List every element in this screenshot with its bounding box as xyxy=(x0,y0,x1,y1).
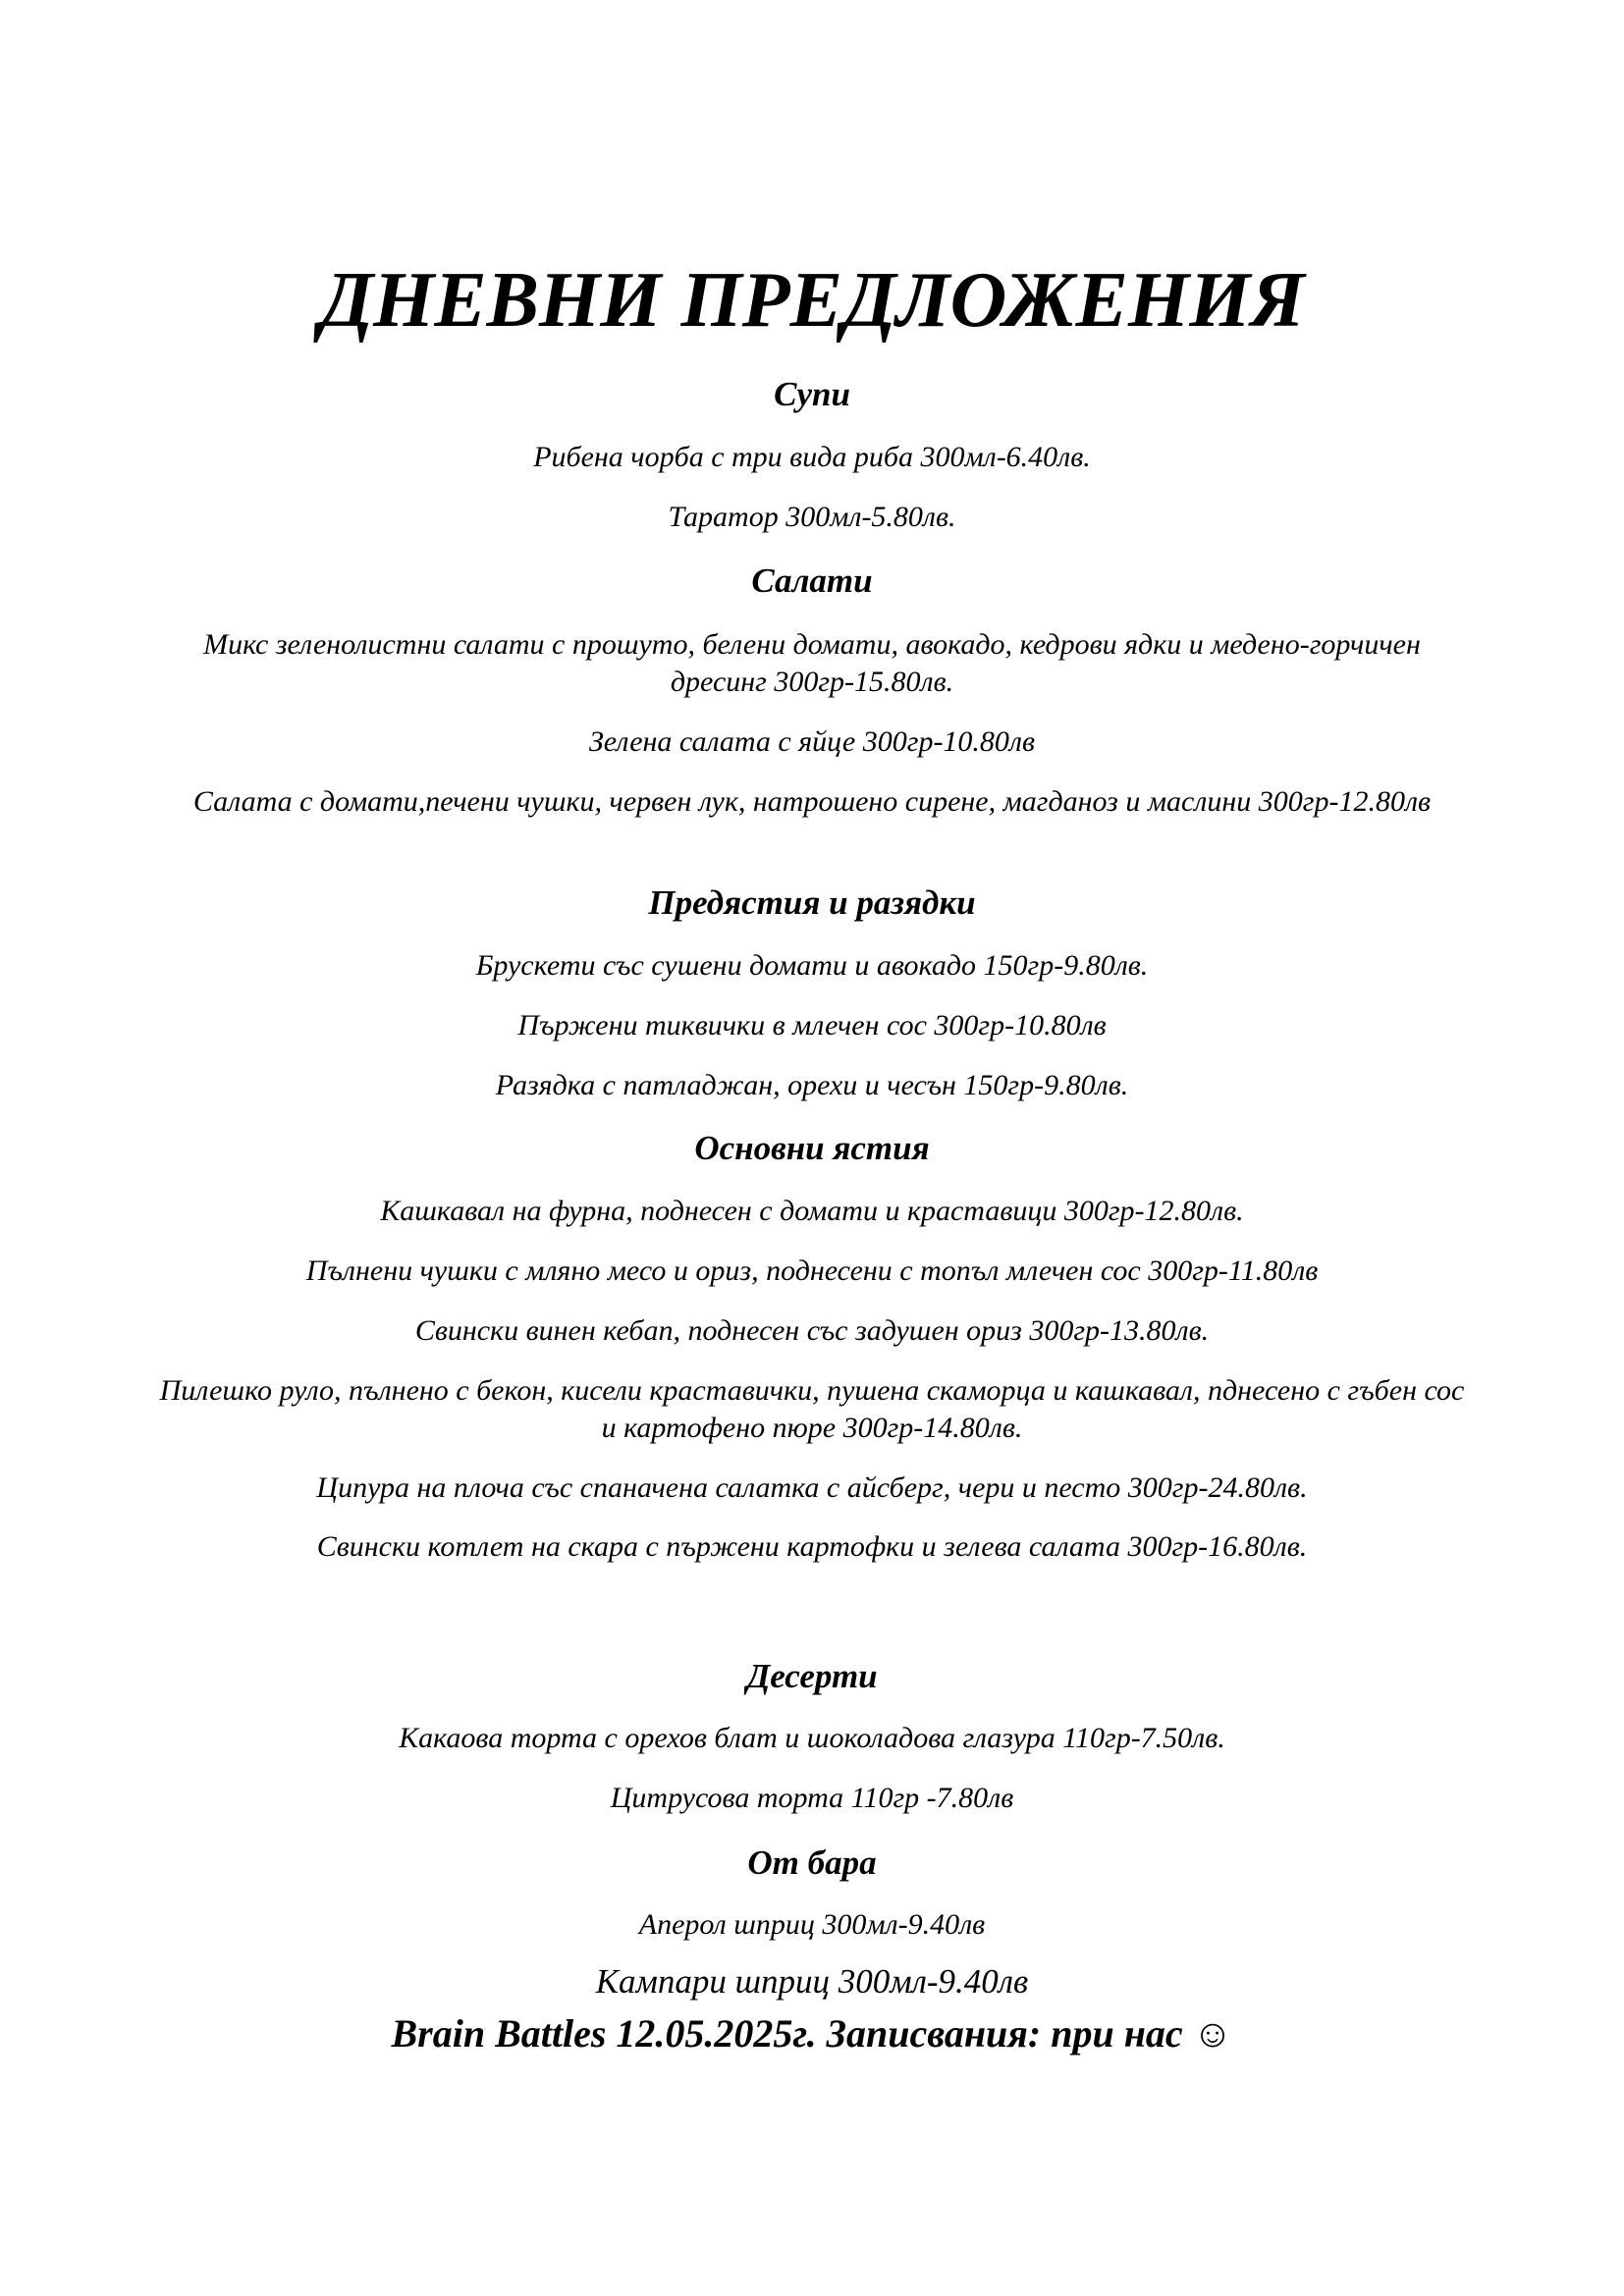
menu-item: Пържени тиквички в млечен сос 300гр-10.80лв xyxy=(517,1009,1107,1041)
section-heading-main-courses: Основни ястия xyxy=(694,1129,930,1167)
menu-item: Свински котлет на скара с пържени картофки и зелева салата 300гр-16.80лв. xyxy=(316,1530,1308,1563)
menu-item: Пълнени чушки с мляно месо и ориз, поднесени с топъл млечен сос 300гр-11.80лв xyxy=(305,1255,1319,1287)
section-heading-soups: Супи xyxy=(774,375,850,413)
menu-item: Цитрусова торта 110гр -7.80лв xyxy=(610,1782,1014,1814)
menu-item: Пилешко руло, пълнено с бекон, кисели краставички, пушена скаморца и кашкавал, пднесено с гъбен сос и картофено пюре 300гр-14.80лв. xyxy=(159,1374,1465,1444)
event-announcement: Brain Battles 12.05.2025г. Записвания: при нас ☺ xyxy=(391,2011,1233,2056)
menu-item: Свински винен кебап, поднесен със задушен ориз 300гр-13.80лв. xyxy=(414,1314,1210,1347)
section-heading-desserts: Десерти xyxy=(746,1657,878,1695)
menu-item: Брускети със сушени домати и авокадо 150гр-9.80лв. xyxy=(475,949,1149,982)
menu-item: Рибена чорба с три вида риба 300мл-6.40лв. xyxy=(533,441,1091,473)
menu-item: Разядка с патладжан, орехи и чесън 150гр-9.80лв. xyxy=(495,1069,1129,1101)
menu-item: Кампари шприц 300мл-9.40лв xyxy=(595,1962,1029,2001)
section-heading-bar: От бара xyxy=(747,1843,877,1882)
menu-item: Таратор 300мл-5.80лв. xyxy=(668,501,956,533)
section-heading-salads: Салати xyxy=(751,561,873,600)
menu-item: Кашкавал на фурна, поднесен с домати и краставици 300гр-12.80лв. xyxy=(380,1195,1244,1227)
menu-item: Какаова торта с орехов блат и шоколадова глазура 110гр-7.50лв. xyxy=(399,1722,1225,1754)
menu-item: Ципура на плоча със спаначена салатка с айсберг, чери и песто 300гр-24.80лв. xyxy=(316,1471,1308,1504)
section-heading-starters: Предястия и разядки xyxy=(648,883,976,922)
menu-item: Аперол шприц 300мл-9.40лв xyxy=(638,1908,986,1941)
page-title: ДНЕВНИ ПРЕДЛОЖЕНИЯ xyxy=(319,257,1305,344)
menu-item: Микс зеленолистни салати с прошуто, белени домати, авокадо, кедрови ядки и медено-горчичен дресинг 300гр-15.80лв. xyxy=(203,628,1421,698)
menu-item: Салата с домати,печени чушки, червен лук, натрошено сирене, магданоз и маслини 300гр-12.80лв xyxy=(192,785,1432,818)
menu-item: Зелена салата с яйце 300гр-10.80лв xyxy=(588,725,1036,758)
